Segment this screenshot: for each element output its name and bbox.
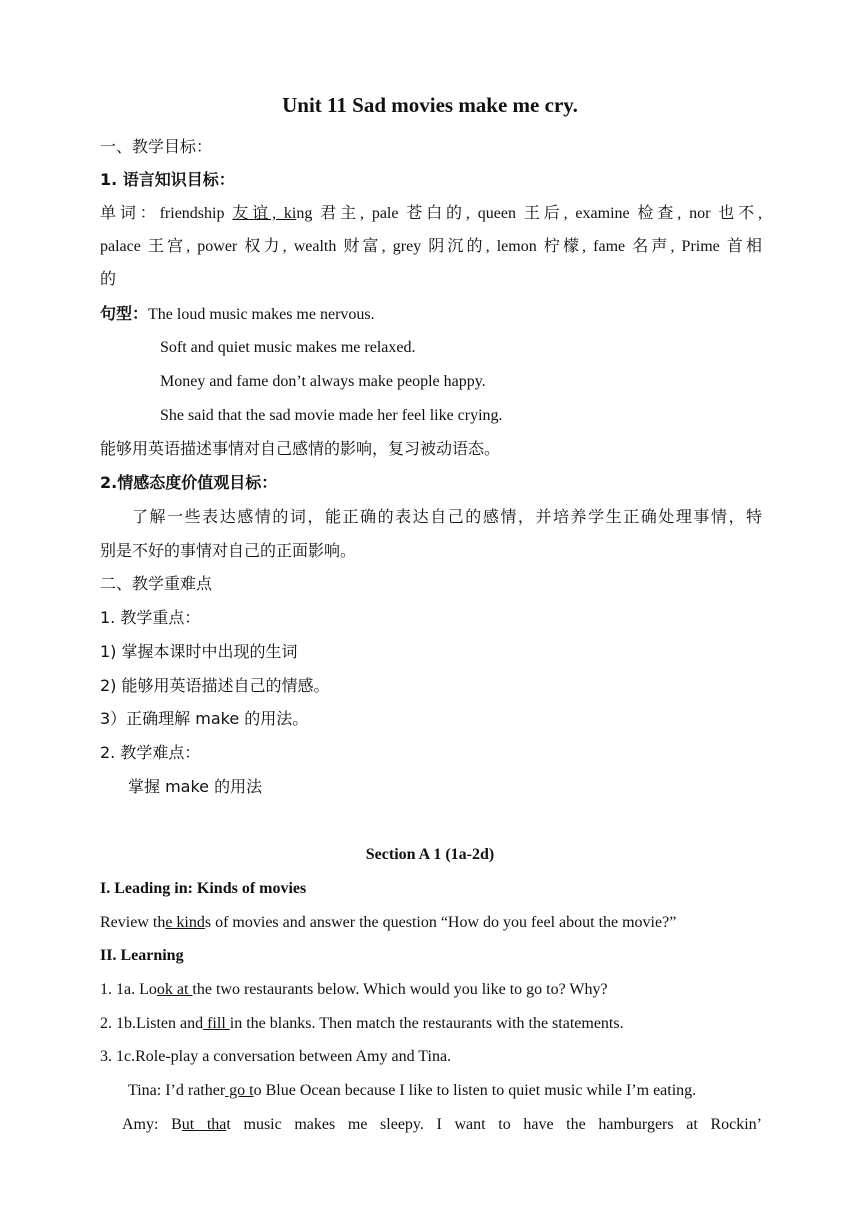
heading-language-goals: 1. 语言知识目标： <box>100 170 235 189</box>
heading-objectives: 一、教学目标： <box>100 137 213 156</box>
key-difficulty-heading: 2. 教学难点： <box>100 743 201 762</box>
learning-item-1 <box>100 980 762 1000</box>
vocab-line-1 <box>100 203 762 224</box>
vocab-label: 单词： <box>100 203 160 222</box>
learning-item-2b: in the blanks. Then match the restaurants with the statements. <box>229 1015 624 1032</box>
dialogue-tina-underlined: go t <box>225 1082 254 1099</box>
dialogue-tina <box>128 1081 790 1101</box>
heading-emotion-goals: 2.情感态度价值观目标： <box>100 473 278 492</box>
key-focus-heading: 1. 教学重点： <box>100 608 201 627</box>
key-item: 2) 能够用英语描述自己的情感。 <box>100 676 330 695</box>
sentence-item: Soft and quiet music makes me relaxed. <box>160 339 416 356</box>
learning-item-3: 3. 1c.Role-play a conversation between Amy and Tina. <box>100 1048 452 1065</box>
dialogue-tina-a: Tina: I’d rather <box>128 1082 226 1099</box>
vocab-text-1a: friendship <box>159 205 233 222</box>
leading-text-a: Review th <box>100 914 166 931</box>
learning-item-1b: the two restaurants below. Which would you like to go to? Why? <box>192 981 608 998</box>
leading-text <box>100 913 762 933</box>
dialogue-amy-underlined: ut tha <box>181 1116 227 1133</box>
key-item: 3）正确理解 make 的用法。 <box>100 709 309 728</box>
sentence-item: The loud music makes me nervous. <box>148 306 375 323</box>
learning-item-2 <box>100 1014 762 1034</box>
leading-heading: I. Leading in: Kinds of movies <box>100 880 307 897</box>
section-title: Section A 1 (1a-2d) <box>365 846 495 863</box>
heading-key-points: 二、教学重难点 <box>100 574 213 593</box>
ability-line: 能够用英语描述事情对自己感情的影响，复习被动语态。 <box>100 439 501 458</box>
vocab-line-2: palace 王宫, power 权力, wealth 财富, grey 阴沉的, lemon 柠檬, fame 名声, Prime 首相 <box>100 238 762 255</box>
vocab-underlined: 友谊, ki <box>232 205 297 222</box>
emotion-line-1: 了解一些表达感情的词，能正确的表达自己的感情，并培养学生正确处理事情，特 <box>132 507 762 526</box>
leading-text-b: s of movies and answer the question “How do you feel about the movie?” <box>204 914 677 931</box>
learning-heading: II. Learning <box>100 947 184 964</box>
learning-item-1a: 1. 1a. Lo <box>100 981 157 998</box>
sentence-pattern-line <box>100 304 762 325</box>
page-title: Unit 11 Sad movies make me cry. <box>282 93 578 117</box>
sentence-label: 句型： <box>100 304 149 323</box>
vocab-line-3: 的 <box>100 271 117 288</box>
dialogue-amy <box>122 1115 762 1135</box>
dialogue-amy-a: Amy: B <box>122 1116 182 1133</box>
dialogue-amy-b: t music makes me sleepy. I want to have the hamburgers at Rockin’ <box>226 1116 762 1133</box>
leading-underlined: e kind <box>165 914 205 931</box>
key-item: 1) 掌握本课时中出现的生词 <box>100 642 298 661</box>
emotion-line-2: 别是不好的事情对自己的正面影响。 <box>100 541 357 560</box>
sentence-item: She said that the sad movie made her feel like crying. <box>160 407 503 424</box>
learning-item-1-underlined: ok at <box>156 981 193 998</box>
dialogue-tina-b: o Blue Ocean because I like to listen to quiet music while I’m eating. <box>253 1082 697 1099</box>
sentence-item: Money and fame don’t always make people happy. <box>160 373 486 390</box>
learning-item-2-underlined: fill <box>203 1015 230 1032</box>
difficulty-item: 掌握 make 的用法 <box>128 777 263 796</box>
vocab-text-1b: ng 君主, pale 苍白的, queen 王后, examine 检查, nor 也不, <box>296 205 762 222</box>
learning-item-2a: 2. 1b.Listen and <box>100 1015 204 1032</box>
